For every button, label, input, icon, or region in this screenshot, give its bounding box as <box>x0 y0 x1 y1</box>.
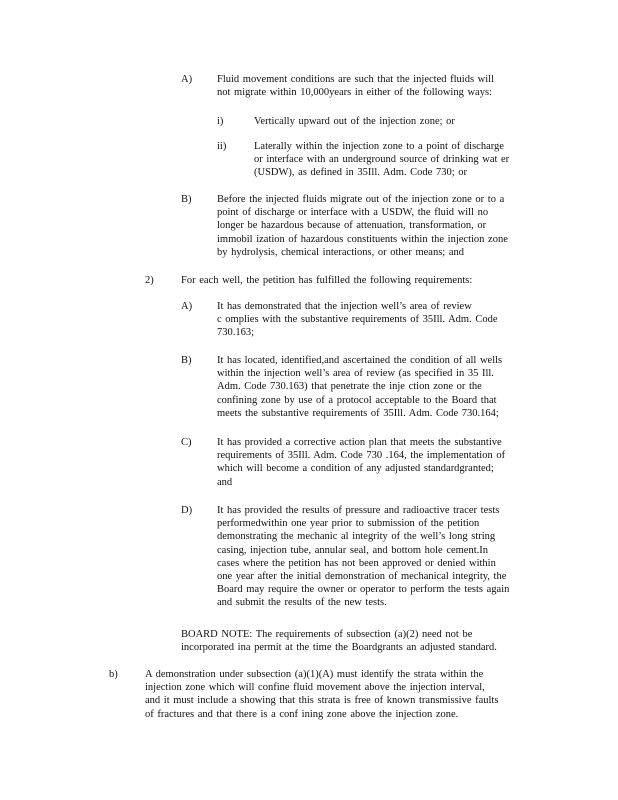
text-line: or interface with an underground source of drinking wat er <box>254 154 510 166</box>
text-line: c omplies with the substantive requirements of 35Ill. Adm. Code <box>217 314 498 326</box>
text-line: Before the injected fluids migrate out of the injection zone or to a <box>217 194 505 205</box>
item-label: D) <box>181 505 193 516</box>
text-line: BOARD NOTE: The requirements of subsection (a)(2) need not be <box>181 629 473 640</box>
text-line: (USDW), as defined in 35Ill. Adm. Code 730; or <box>254 167 468 179</box>
text-line: by hydrolysis, chemical interactions, or other means; and <box>217 246 464 258</box>
text-line: Board may require the owner or operator to perform the tests again <box>217 584 510 596</box>
text-line: longer be hazardous because of attenuation, transformation, or <box>217 220 487 232</box>
text-line: It has provided the results of pressure and radioactive tracer tests <box>217 505 500 516</box>
item-label: b) <box>109 669 118 680</box>
text-line: meets the substantive requirements of 35Ill. Adm. Code 730.164; <box>217 407 499 419</box>
text-line: A demonstration under subsection (a)(1)(A) must identify the strata within the <box>145 669 484 680</box>
text-line: confining zone by use of a protocol acceptable to the Board that <box>217 394 497 406</box>
paragraph-test-results <box>217 504 539 610</box>
text-line: casing, injection tube, annular seal, and bottom hole cement.In <box>217 544 489 556</box>
paragraph-for-each-well <box>181 274 526 287</box>
paragraph-laterally <box>254 140 524 180</box>
text-line: Vertically upward out of the injection zone; or <box>254 116 455 127</box>
paragraph-before <box>217 193 535 259</box>
paragraph-located-wells <box>217 354 527 420</box>
text-line: point of discharge or interface with a USDW, the fluid will no <box>217 207 489 219</box>
text-line: cases where the petition has not been approved or denied within <box>217 557 496 569</box>
text-line: and submit the results of the new tests. <box>217 597 387 609</box>
item-label: ii) <box>217 141 227 152</box>
text-line: requirements of 35Ill. Adm. Code 730 .164, the implementation of <box>217 450 506 462</box>
paragraph-demonstration <box>145 668 531 721</box>
item-label: 2) <box>145 275 154 286</box>
text-line: not migrate within 10,000years in either of the following ways: <box>217 87 492 99</box>
text-line: Laterally within the injection zone to a point of discharge <box>254 141 504 152</box>
text-line: Fluid movement conditions are such that the injected fluids will <box>217 74 494 85</box>
text-line: incorporated ina permit at the time the Boardgrants an adjusted standard. <box>181 642 497 654</box>
text-line: performedwithin one year prior to submission of the petition <box>217 518 480 530</box>
item-label: B) <box>181 194 192 205</box>
board-note <box>181 628 526 654</box>
text-line: For each well, the petition has fulfilled the following requirements: <box>181 275 473 286</box>
text-line: It has demonstrated that the injection well’s area of review <box>217 301 472 312</box>
text-line: It has provided a corrective action plan that meets the substantive <box>217 437 502 448</box>
text-line: 730.163; <box>217 327 255 339</box>
text-line: which will become a condition of any adjusted standardgranted; <box>217 463 494 475</box>
text-line: and it must include a showing that this strata is free of known transmissive faults <box>145 695 499 707</box>
text-line: of fractures and that there is a conf ining zone above the injection zone. <box>145 708 459 720</box>
text-line: Adm. Code 730.163) that penetrate the inje ction zone or the <box>217 381 482 393</box>
text-line: one year after the initial demonstration of mechanical integrity, the <box>217 571 507 583</box>
paragraph-area-of-review <box>217 300 525 340</box>
text-line: immobil ization of hazardous constituents within the injection zone <box>217 233 508 245</box>
item-label: C) <box>181 437 192 448</box>
text-line: within the injection well’s area of review (as specified in 35 Ill. <box>217 368 494 380</box>
text-line: demonstrating the mechanic al integrity of the well’s long string <box>217 531 496 543</box>
text-line: injection zone which will confine fluid movement above the injection interval, <box>145 682 485 694</box>
item-label: A) <box>181 74 193 85</box>
text-line: It has located, identified,and ascertained the condition of all wells <box>217 355 503 366</box>
item-label: i) <box>217 116 224 127</box>
paragraph-fluid-movement <box>217 73 525 99</box>
item-label: A) <box>181 301 193 312</box>
item-label: B) <box>181 355 192 366</box>
text-line: and <box>217 476 233 488</box>
paragraph-corrective-action <box>217 436 535 489</box>
paragraph-vertically <box>254 115 524 128</box>
